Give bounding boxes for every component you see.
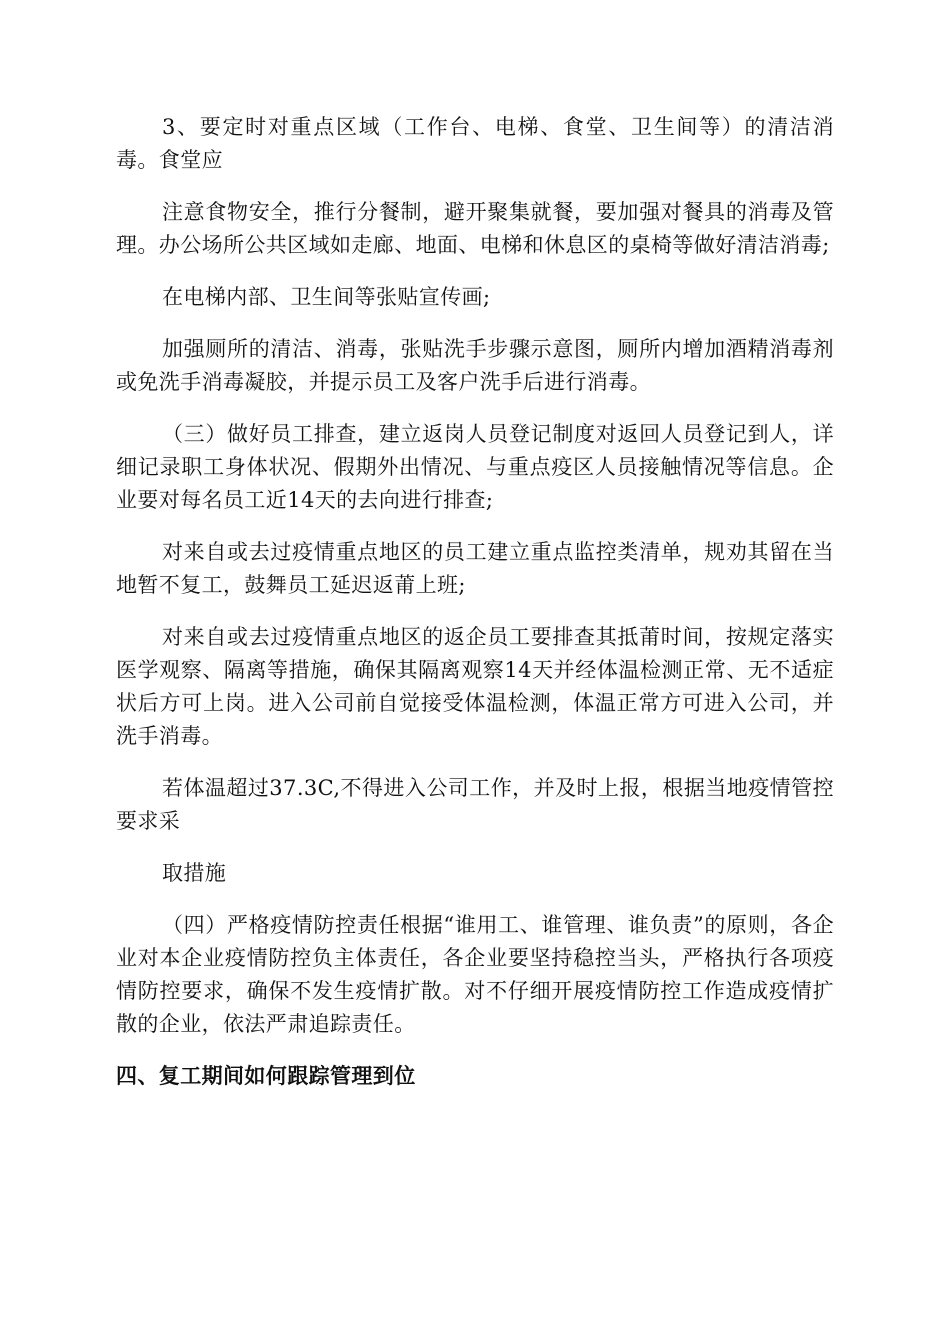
paragraph-food-safety: 注意食物安全，推行分餐制，避开聚集就餐，要加强对餐具的消毒及管理。办公场所公共区域如走廊、地面、电梯和休息区的桌椅等做好清洁消毒; [116, 200, 834, 257]
paragraph-restroom-cleaning: 加强厕所的清洁、消毒，张贴洗手步骤示意图，厕所内增加酒精消毒剂或免洗手消毒凝胶，并提示员工及客户洗手后进行消毒。 [116, 337, 834, 394]
paragraph-returning-staff: 对来自或去过疫情重点地区的返企员工要排查其抵莆时间，按规定落实医学观察、隔离等措施，确保其隔离观察14天并经体温检测正常、无不适症状后方可上岗。进入公司前自觉接受体温检测，体温正常方可进入公司，并洗手消毒。 [116, 625, 834, 748]
paragraph-temperature-rule: 若体温超过37.3C,不得进入公司工作，并及时上报，根据当地疫情管控要求采 [116, 776, 834, 833]
paragraph-posters: 在电梯内部、卫生间等张贴宣传画; [162, 285, 491, 309]
paragraph-take-measures: 取措施 [162, 861, 227, 885]
paragraph-staff-screening: （三）做好员工排查，建立返岗人员登记制度对返回人员登记到人，详细记录职工身体状况、假期外出情况、与重点疫区人员接触情况等信息。企业要对每名员工近14天的去向进行排查; [116, 422, 834, 512]
section-heading: 四、复工期间如何跟踪管理到位 [116, 1064, 416, 1088]
document-body [116, 111, 834, 1093]
paragraph-responsibility: （四）严格疫情防控责任根据“谁用工、谁管理、谁负责”的原则，各企业对本企业疫情防控负主体责任，各企业要坚持稳控当头，严格执行各项疫情防控要求，确保不发生疫情扩散。对不仔细开展疫情防控工作造成疫情扩散的企业，依法严肃追踪责任。 [116, 913, 834, 1036]
paragraph-disinfection-key-areas: 3、要定时对重点区域（工作台、电梯、食堂、卫生间等）的清洁消毒。食堂应 [116, 115, 834, 172]
paragraph-monitoring-list: 对来自或去过疫情重点地区的员工建立重点监控类清单，规劝其留在当地暂不复工，鼓舞员工延迟返莆上班; [116, 540, 834, 597]
